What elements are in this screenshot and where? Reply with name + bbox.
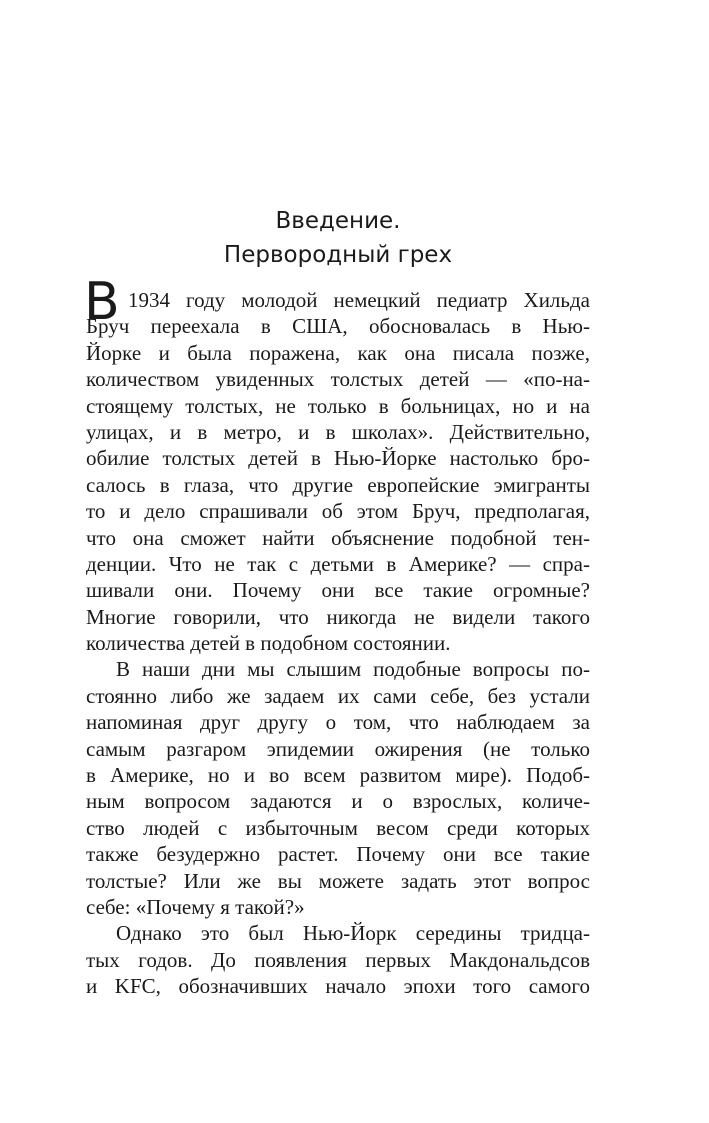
text-line: обилие толстых детей в Нью-Йорке настолько бро- bbox=[86, 446, 590, 471]
text-line: ным вопросом задаются и о взрослых, количе- bbox=[86, 789, 590, 814]
chapter-title bbox=[86, 204, 590, 272]
text-line: себе: «Почему я такой?» bbox=[86, 894, 305, 919]
text-line: также безудержно растет. Почему они все такие bbox=[86, 842, 590, 867]
text-line: и KFC, обозначивших начало эпохи того самого bbox=[86, 974, 590, 999]
text-line: в Америке, но и во всем развитом мире). Подоб- bbox=[86, 763, 590, 788]
text-line: шивали они. Почему они все такие огромные? bbox=[86, 578, 590, 603]
text-line: 1934 году молодой немецкий педиатр Хильда bbox=[128, 288, 590, 312]
text-line: самым разгаром эпидемии ожирения (не только bbox=[86, 736, 590, 761]
text-line: улицах, и в метро, и в школах». Действительно, bbox=[86, 419, 590, 444]
text-line: толстые? Или же вы можете задать этот вопрос bbox=[86, 868, 590, 893]
text-line: Йорке и была поражена, как она писала позже, bbox=[86, 340, 590, 365]
text-line: Бруч переехала в США, обосновалась в Нью- bbox=[86, 314, 590, 339]
text-line: салось в глаза, что другие европейские эмигранты bbox=[86, 472, 590, 497]
text-line: то и дело спрашивали об этом Бруч, предполагая, bbox=[86, 499, 590, 524]
drop-cap: В bbox=[84, 272, 120, 332]
text-line: количеством увиденных толстых детей — «по-на- bbox=[86, 367, 590, 392]
text-line: ство людей с избыточным весом среди которых bbox=[86, 815, 590, 840]
text-line: тых годов. До появления первых Макдональдсов bbox=[86, 947, 590, 972]
text-line: В наши дни мы слышим подобные вопросы по- bbox=[116, 657, 590, 682]
text-line: стоянно либо же задаем их сами себе, без устали bbox=[86, 683, 590, 708]
text-line: Однако это был Нью-Йорк середины тридца- bbox=[116, 921, 590, 946]
text-line: количества детей в подобном состоянии. bbox=[86, 631, 451, 656]
body-text bbox=[86, 287, 590, 1000]
text-line: что она сможет найти объяснение подобной тен- bbox=[86, 525, 590, 550]
chapter-title-line-1: Введение. bbox=[275, 208, 401, 234]
chapter-title-line-2: Первородный грех bbox=[223, 242, 453, 268]
text-line: напоминая друг другу о том, что наблюдаем за bbox=[86, 710, 590, 735]
text-line: стоящему толстых, не только в больницах, но и на bbox=[86, 393, 590, 418]
text-line: Многие говорили, что никогда не видели такого bbox=[86, 604, 590, 629]
text-line: денции. Что не так с детьми в Америке? — спра- bbox=[86, 551, 590, 576]
